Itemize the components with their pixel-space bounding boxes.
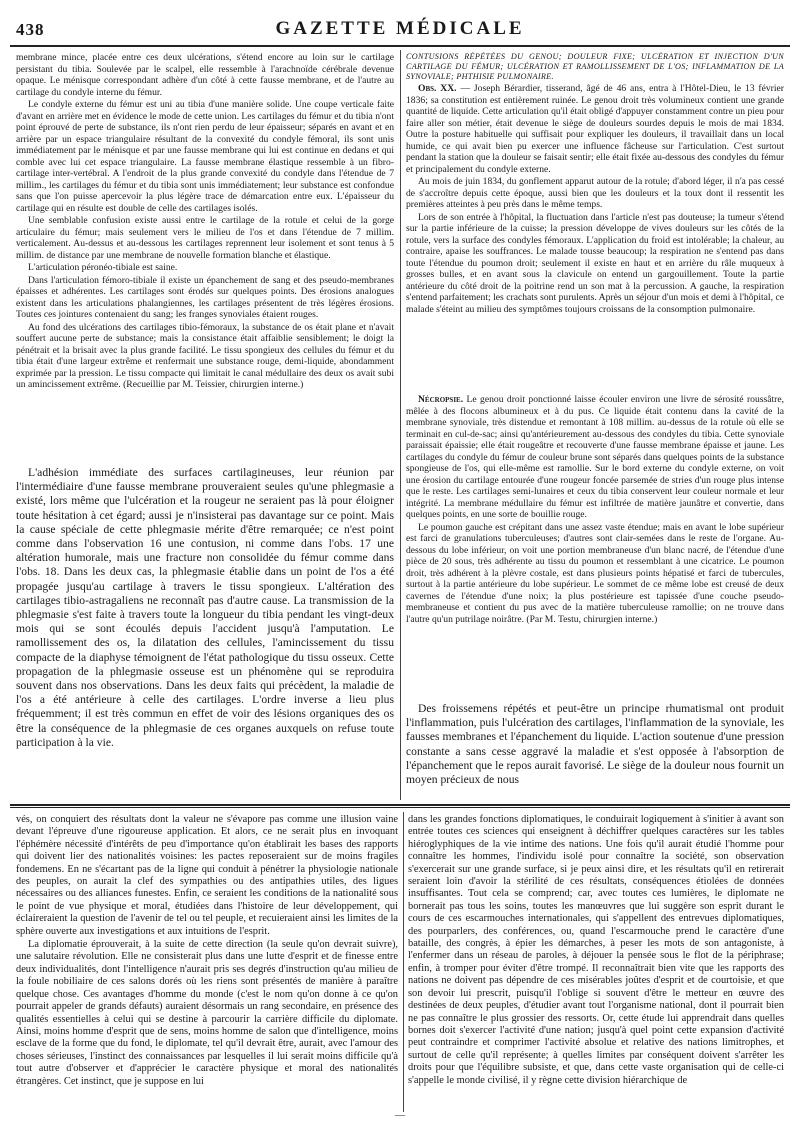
paragraph: Dans l'articulation fémoro-tibiale il existe un épanchement de sang et des pseudo-membranes épaisses et adhérentes. Les cartilages sont érodés sur quelques points. Des érosions analogues existent dans les articulations phalangiennes, les cartilages présentent de très légères érosions. Toutes ces jointures contenaient du sang; les franges synoviales étaient rouges. — [16, 274, 394, 320]
paragraph: Le condyle externe du fémur est uni au tibia d'une manière solide. Une coupe verticale faite d'avant en arrière met en évidence le mode de cette union. Les cartilages du fémur et du tibia n'ont point éprouvé de perte de substance, ils n'ont rien perdu de leur épaisseur; séparés en avant et en arrière par un espace triangulaire résultant de la convexité du condyle fémoral, ils sont unis immédiatement par le ménisque et par une fausse membrane qui lui est continue en dedans et qui comble avec lui cet espace triangulaire. La fausse membrane élastique ressemble à un fibro-cartilage inter-vertébral. A l'endroit de la plus grande convexité du condyle dans l'étendue de 7 millim., les cartilages du fémur et du tibia sont unis immédiatement; leur substance est confondue sans que l'on puisse apercevoir la plus légère trace de démarcation entre eux. L'épaisseur du cartilage qui en résulte est double de celle des cartilages isolés. — [16, 99, 394, 214]
paragraph: dans les grandes fonctions diplomatiques, le conduirait logiquement à s'initier à avant son entrée toutes ces sciences qui enseignent à déchiffrer quelques caractères sur les tables hiéroglyphiques de la vie intime des nations. Une fois qu'il aurait étudié l'homme pour connaître les hommes, l'individu isolé pour connaître la société, son observation s'exercerait sur une grande surface, si je peux ainsi dire, et les résultats qu'il en retirerait seraient loin d'avoir la stérilité de ces résultats, conséquences étiolées de données insuffisantes. Tout cela se comprend; car, avec toutes ces lumières, le diplomate ne bornerait pas tous les soins, toutes les manœuvres que lui suggère son esprit durant le cours de ces escarmouches internationales, qui s'appellent des entrevues diplomatiques, des pourparlers, des conférences, ou, quand l'escarmouche prend le caractère d'une bataille, des congrès, à épier les démarches, à peser les mots de son antagoniste, à l'enfermer dans un réseau de paroles, à déjouer la pensée sous le flot de la périphrase; enfin, à tromper pour éviter d'être trompé. Il reconnaîtrait bien vite que les rapports des nations ne doivent pas dépendre de ces misérables joûtes d'esprit et de courtoisie, et que son devoir lui prescrit, puisqu'il l'oblige si souvent d'être le metteur en œuvre des destinées de deux peuples, d'étudier avant tout l'organisme national, dont il pourrait bien ne pas connaître le plus grossier des ressorts. Or, cette étude lui apprendrait dans quelles bornes doit s'exercer l'activité d'une nation; jusqu'à quel point cette expansion d'activité peut contraindre et comprimer l'activité absolue et relative des nations limitrophes, et surtout de celle qu'il représente; à quelles limites par conséquent doivent s'arrêter les droits pour que l'équilibre subsiste, et que, dans cette vaste organisation qui de celle-ci s'appelle le monde civilisé, il y règne cette division hiérarchique de — [408, 814, 784, 1086]
feuilleton-rule — [10, 804, 790, 806]
page-header — [10, 14, 790, 48]
page-folio: — — [395, 1110, 405, 1121]
newspaper-page — [10, 14, 790, 1122]
paragraph: Des froissemens répétés et peut-être un principe rhumatismal ont produit l'inflammation, puis l'ulcération des cartilages, l'inflammation de la synoviale, les fausses membranes et l'épanchement du liquide. L'action soutenue d'une pression constante a sans cesse aggravé la maladie et s'est opposée à l'absorption de l'épanchement que le repos aurait favorisé. Le siège de la douleur nous fournit un moyen précieux de nous — [406, 702, 784, 787]
feuilleton-left — [16, 814, 398, 1110]
header-rule — [10, 45, 790, 47]
feuilleton-rule-thin — [10, 807, 790, 808]
observation-heading: CONTUSIONS RÉPÉTÉES DU GENOU; DOULEUR FIXE; ULCÉRATION ET INJECTION D'UN CARTILAGE DU FÉMUR; ULCÉRATION ET RAMOLLISSEMENT DE L'OS; INFLAMMATION DE LA SYNOVIALE; PHTHISIE PULMONAIRE. — [406, 52, 784, 81]
paragraph-text: — Joseph Bérardier, tisserand, âgé de 46 ans, entra à l'Hôtel-Dieu, le 13 février 1836; sa constitution est entièrement ruinée. Le genou droit très volumineux contient une grande quantité de liquide. Cette articulation qu'il était obligé d'appuyer constamment contre un pieu pour faire aller son métier, était devenue le siège de douleurs sourdes depuis le mois de mai 1834. Outre la posture habituelle qui suffisait pour expliquer les douleurs, il travaillait dans un local humide, ce qui avait bien pu exercer une influence fâcheuse sur l'articulation. C'est surtout pendant la station que la douleur se faisait sentir; elle était fixée au-dessous des condyles du fémur et principalement du condyle externe. — [406, 83, 784, 175]
column-left-commentary — [16, 466, 394, 800]
paragraph: Au mois de juin 1834, du gonflement apparut autour de la rotule; d'abord léger, il n'a pas cessé de s'accroître depuis cette époque, aussi bien que les douleurs et la toux dont il ressentit les premières atteintes à peu près dans le même temps. — [406, 176, 784, 210]
observation-label: Obs. XX. — [418, 83, 457, 94]
paragraph: membrane mince, placée entre ces deux ulcérations, s'étend encore au loin sur le cartilage persistant du tibia. Soulevée par le scalpel, elle ressemble à l'arachnoïde cérébrale devenue opaque. Le ménisque correspondant adhère d'un côté à cette fausse membrane, et de l'autre au cartilage du condyle interne du fémur. — [16, 52, 394, 98]
column-divider-top — [400, 50, 401, 800]
paragraph: L'adhésion immédiate des surfaces cartilagineuses, leur réunion par l'intermédiaire d'une fausse membrane prouveraient seules qu'une phlegmasie a existé, lors même que l'ulcération et la rougeur ne seraient pas là pour éloigner toute hésitation à cet égard; aussi je n'insisterai pas davantage sur ce point. Mais la cause spéciale de cette phlegmasie mérite d'être remarquée; ce n'est point comme dans l'observation 16 une contusion, ni comme dans l'obs. 17 une altération humorale, mais une fracture non consolidée du fémur comme dans l'obs. 18. Dans les deux cas, la phlegmasie établie dans un point de l'os a été propagée jusqu'au cartilage à travers le tissu spongieux. L'altération des cartilages tibio-astragaliens ne reconnaît pas d'autre cause. La transmission de la phlegmasie s'est faite à travers toute la longueur du tibia pendant les vingt-deux mois qui se sont écoulés depuis l'accident jusqu'à l'amputation. Le ramollissement des os, la dilatation des cellules, l'amincissement du tissu compacte de la diaphyse témoignent de l'état pathologique du tissu osseux. Cette propagation de la phlegmasie osseuse est un phénomène qui se reproduira souvent dans nos observations. Dans les deux faits qui précèdent, la maladie de l'os a été antérieure à celle des cartilages. L'ordre inverse a lieu plus fréquemment; il est très commun en effet de voir des lésions organiques des os être la conséquence de la phlegmasie de ces organes auxquels on refuse toute participation à la vie. — [16, 466, 394, 749]
column-right-commentary — [406, 702, 784, 800]
paragraph: La diplomatie éprouverait, à la suite de cette direction (la seule qu'on devrait suivre), une salutaire révolution. Elle ne consisterait plus dans une lutte d'esprit et de finesse entre deux individualités, dont l'intelligence n'aurait pris ses degrés d'instruction qu'au milieu de la foule nobiliaire de ces salons dorés où les riens sont présentés de manière à paraître quelque chose. Ces avantages d'homme du monde (c'est le nom qu'on donne à ce qu'on pourrait appeler de grands défauts) auraient désormais un rang secondaire, en présence des qualités essentielles à celui qui se destine à parcourir la carrière difficile du diplomate. Ainsi, moins homme d'esprit que de sens, moins homme de salon que d'intelligence, moins esclave de la forme que du fond, le diplomate, tel qu'il devrait être, aurait, avec l'amour des choses sérieuses, l'instinct des connaissances par lesquelles il lui serait moins difficile qu'à tout autre d'observer et d'apprécier le caractère physique et moral des nationalités étrangères. Cet instinct, que je suppose en lui — [16, 939, 398, 1087]
necropsy-label: Nécropsie. — [418, 394, 464, 405]
paragraph: Une semblable confusion existe aussi entre le cartilage de la rotule et celui de la gorge articulaire du fémur; mais seulement vers le milieu de l'os et dans l'étendue de 7 millim. verticalement. Au-dessus et au-dessous les cartilages reprennent leur isolement et sont tenus à 5 millim. de distance par une membrane de nouvelle formation blanche et élastique. — [16, 215, 394, 261]
column-right-small — [406, 52, 784, 392]
feuilleton-right — [408, 814, 784, 1110]
paragraph: Le poumon gauche est crépitant dans une assez vaste étendue; mais en avant le lobe supérieur est farci de granulations tuberculeuses; d'autres sont clair-semées dans le reste de l'organe. Au-dessous du lobe inférieur, on voit une portion membraneuse d'un blanc nacré, de l'étendue d'une pièce de 20 sous, très adhérente au tissu du poumon et ressemblant à une cicatrice. Le poumon droit, très adhérent à la plèvre costale, est dans plusieurs points hépatisé et farci de tubercules, surtout à la partie antérieure du lobe supérieur. Le sommet de ce même lobe est creusé de deux cavernes de l'étendue d'une noix; la plus postérieure est tapissée d'une couche pseudo-membraneuse et contient du pus avec de la matière tuberculeuse ramollie; on ne trouve dans l'autre qu'un putrilage noirâtre. (Par M. Testu, chirurgien interne.) — [406, 521, 784, 625]
paragraph — [406, 83, 784, 175]
paragraph: vés, on conquiert des résultats dont la valeur ne s'évapore pas comme une illusion vaine devant l'épreuve d'une rigoureuse application. Et alors, ce ne serait plus en invoquant l'éphémère nécessité d'intérêts de peu d'importance qu'on établirait les bases des rapports qui doivent lier des nationalités voisines: les pactes reposeraient sur de moins fragiles fondemens. En ne s'écartant pas de la ligne qui conduit à pénétrer la physiologie nationale des peuples, on aurait la clef des sympathies ou des antipathies utiles, des ligues nécessaires ou des alliances funestes. Enfin, ce seraient les conditions de la nationalité sous le point de vue physique et moral, étudiées dans l'histoire de leur développement, qui éclaireraient la question de l'avenir de tel ou tel peuple, et recuieraient ainsi les limites de la sphère ouverte aux investigations et aux intuitions de l'esprit. — [16, 814, 398, 937]
page-number: 438 — [16, 20, 45, 39]
column-left-small — [16, 52, 394, 464]
paragraph-text: Le genou droit ponctionné laisse écouler environ une livre de sérosité roussâtre, mêlée à des flocons albumineux et à du pus. Ce liquide était contenu dans la cavité de la membrane synoviale, très distendue et remontant à 108 millim. au-dessus de la rotule où elle se terminait en cul-de-sac; ainsi qu'antérieurement au-dessous des condyles du tibia. Cette synoviale paraissait épaissie; elle était rougeâtre et recouverte d'une fausse membrane épaisse et jaune. Les cartilages du condyle du fémur de couleur brune sont séparés dans quelques points de la substance spongieuse de l'os, qui elle-même est ramollie. Sur le bord externe du condyle externe, on voit une érosion du cartilage entourée d'une rougeur foncée parsemée de stries d'un rouge plus intense que le reste. Les cartilages semi-lunaires et ceux du tibia conservent leur couleur normale et leur intégrité. La membrane médullaire du fémur est infiltrée de matière jaunâtre et convertie, dans quelques points, en une sorte de bouillie rouge. — [406, 394, 784, 520]
paragraph: Au fond des ulcérations des cartilages tibio-fémoraux, la substance de os était plane et n'avait souffert aucune perte de substance; mais la consistance était affaiblie sensiblement; le doigt la pénétrait et la brisait avec la plus grande facilité. Le tissu spongieux des cellules du fémur et du tibia était d'une largeur extrême et renfermait une substance rouge, demi-liquide, abondamment exprimée par la pression. Le tissu compacte qui limitait le canal médullaire des deux os avait subi un amincissement extrême. (Recueillie par M. Teissier, chirurgien interne.) — [16, 321, 394, 390]
paragraph: Lors de son entrée à l'hôpital, la fluctuation dans l'article n'est pas douteuse; la tumeur s'étend sur la partie inférieure de la cuisse; la pression développe de vives douleurs sur les côtés de la rotule, vers la surface des condyles fémoraux. L'application du froid est intolérable; la chaleur, au contraire, apaise les souffrances. Le malade tousse beaucoup; la respiration ne s'entend pas dans toute l'étendue du poumon droit; seulement il existe en haut et en arrière du râle muqueux à grosses bulles, et en avant sous la clavicule on entend un gargouillement. Toute la partie antérieure du côté droit de la poitrine rend un son mat à la percussion. A gauche, la respiration s'entend parfaitement; les crachats sont purulents. Après un séjour d'un mois et demi à l'hôpital, ce malade s'éteint au milieu des symptômes toujours croissans de la consomption pulmonaire. — [406, 211, 784, 315]
paragraph — [406, 394, 784, 521]
paragraph: L'articulation péronéo-tibiale est saine. — [28, 262, 178, 273]
journal-title: GAZETTE MÉDICALE — [275, 18, 525, 39]
column-divider-bottom — [403, 812, 404, 1112]
